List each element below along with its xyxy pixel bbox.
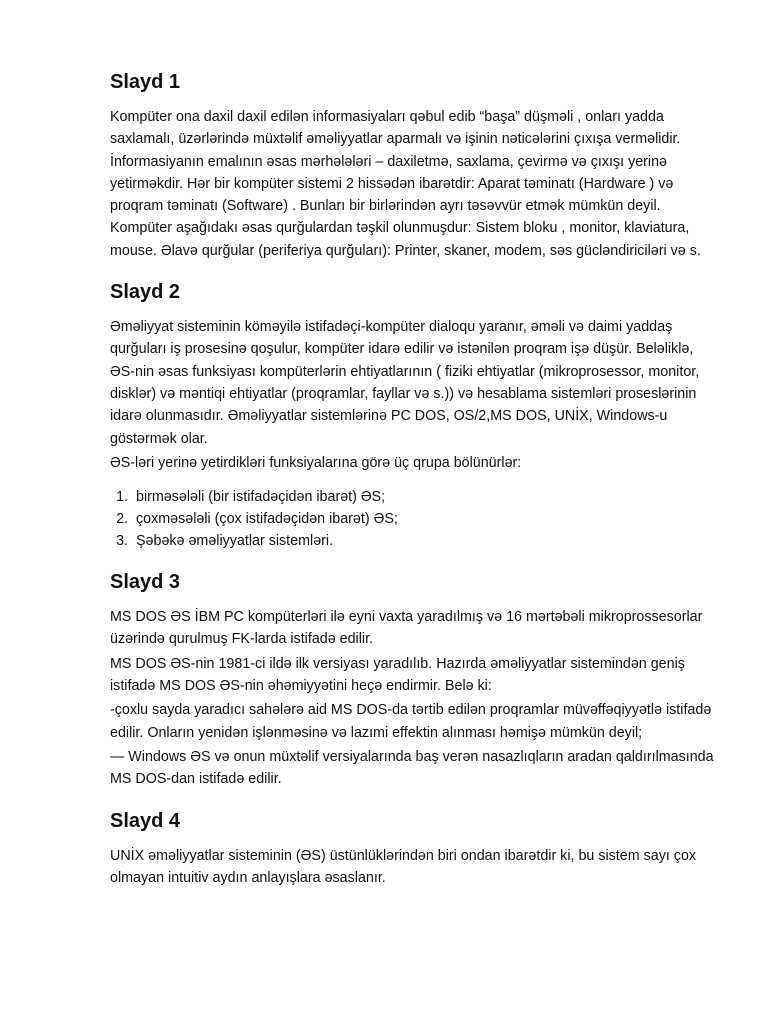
slide-1-heading: Slayd 1 xyxy=(110,71,181,93)
os-types-list xyxy=(110,486,720,552)
slide-1-section xyxy=(110,62,720,262)
list-item: 3. Şəbəkə əməliyyatlar sistemləri. xyxy=(132,530,720,552)
slide-3-paragraph-3: -çoxlu sayda yaradıcı sahələrə aid MS DOS-da tərtib edilən proqramlar müvəffəqiyyətlə istifadə edilir. Onların yenidən işlənməsinə və lazımi effektin alınması həmişə mümkün deyil; xyxy=(110,702,712,741)
slide-2-paragraph-1: Əməliyyat sisteminin köməyilə istifadəçi-kompüter dialoqu yaranır, əməli və daimi yaddaş qurğuları iş prosesinə qoşulur, kompüter idarə edilir və istənilən proqram işə düşür. Beləliklə, ƏS-nin əsas funksiyası kompüterlərin ehtiyatlarının ( fiziki ehtiyatlar (mikroprosessor, monitor, disklər) və məntiqi ehtiyatlar (proqramlar, fayllar və s.)) və hesablama sistemləri proseslərinin idarə olunmasıdır. Əməliyyatlar sistemlərinə PC DOS, OS/2,MS DOS, UNİX, Windows-u göstərmək olar. xyxy=(110,319,700,447)
slide-2-section xyxy=(110,272,720,552)
slide-3-paragraph-1: MS DOS ƏS İBM PC kompüterləri ilə eyni vaxta yaradılmış və 16 mərtəbəli mikroprossesorlar üzərində qurulmuş FK-larda istifadə edilir. xyxy=(110,609,703,648)
slide-4-heading: Slayd 4 xyxy=(110,809,181,832)
list-item: 2. çoxməsələli (çox istifadəçidən ibarət) ƏS; xyxy=(132,508,720,530)
slide-2-heading: Slayd 2 xyxy=(110,281,181,304)
slide-3-heading: Slayd 3 xyxy=(110,571,181,594)
slide-3-paragraph-2: MS DOS ƏS-nin 1981-ci ildə ilk versiyası yaradılıb. Hazırda əməliyyatlar sistemindən geniş istifadə MS DOS ƏS-nin əhəmiyyətini heçə endirmir. Belə ki: xyxy=(110,655,685,695)
slide-1-paragraph: Kompüter ona daxil daxil edilən informasiyaları qəbul edib “başa” düşməli , onları yadda saxlamalı, üzərlərində müxtəlif əməliyyatlar aparmalı və işinin nəticələrini çıxışa verməlidir. İnformasiyanın emalının əsas mərhələləri – daxiletmə, saxlama, çevirmə və çıxışı yerinə yetirməkdir. Hər bir kompüter sistemi 2 hissədən ibarətdir: Aparat təminatı (Hardware ) və proqram təminatı (Software) . Bunları bir birlərindən ayrı təsəvvür etmək mümkün deyil. Kompüter aşağıdakı əsas qurğulardan təşkil olunmuşdur: Sistem bloku , monitor, klaviatura, mouse. Əlavə qurğular (periferiya qurğuları): Printer, skaner, modem, səs gücləndiriciləri və s. xyxy=(110,109,701,259)
slide-4-paragraph: UNİX əməliyyatlar sisteminin (ƏS) üstünlüklərindən biri ondan ibarətdir ki, bu sistem sayı çox olmayan intuitiv aydın anlayışlara əsaslanır. xyxy=(110,847,697,886)
slide-2-paragraph-2: ƏS-ləri yerinə yetirdikləri funksiyalarına görə üç qrupa bölünürlər: xyxy=(110,454,522,471)
slide-3-paragraph-4: — Windows ƏS və onun müxtəlif versiyalarında baş verən nasazlıqların aradan qaldırılmasında MS DOS-dan istifadə edilir. xyxy=(110,748,714,788)
slide-4-section xyxy=(110,801,720,890)
list-item: 1. birməsələli (bir istifadəçidən ibarət) ƏS; xyxy=(132,486,720,508)
slide-3-section xyxy=(110,562,720,790)
document-body xyxy=(110,62,720,899)
